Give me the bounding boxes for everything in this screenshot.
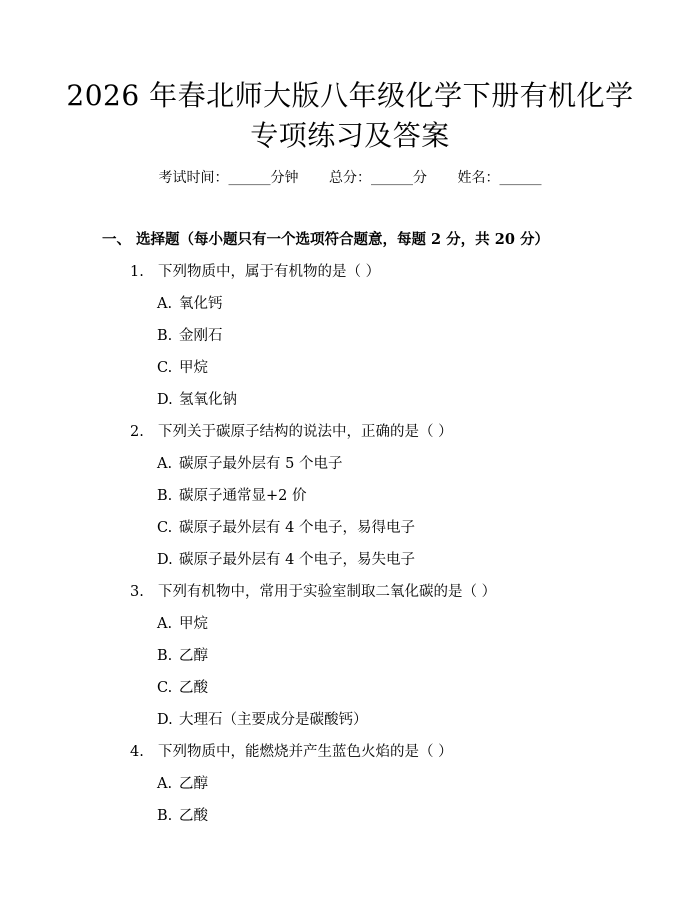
option-text: 氧化钙 [179, 296, 223, 312]
section-number: 一、 [102, 231, 131, 248]
option-label: A. [157, 776, 173, 792]
option-2c [157, 518, 415, 538]
option-4a [157, 774, 208, 794]
option-label: D. [157, 392, 173, 408]
option-label: D. [157, 552, 173, 568]
option-text: 乙酸 [179, 680, 208, 696]
option-text: 金刚石 [179, 328, 223, 344]
student-name-field: 姓名：______ [457, 170, 542, 186]
document-title-line2: 专项练习及答案 [250, 119, 450, 152]
document-title-line1: 2026 年春北师大版八年级化学下册有机化学 [66, 79, 634, 112]
total-score-field: 总分：______分 [329, 170, 427, 186]
option-text: 碳原子最外层有 5 个电子 [179, 456, 343, 472]
question-number: 3. [130, 584, 144, 600]
question-number: 4. [130, 744, 144, 760]
option-label: A. [157, 616, 173, 632]
option-label: C. [157, 680, 173, 696]
option-3c [157, 678, 208, 698]
option-label: A. [157, 296, 173, 312]
option-2b [157, 486, 306, 506]
question-4 [130, 742, 453, 762]
option-text: 碳原子最外层有 4 个电子，易失电子 [179, 552, 415, 568]
option-3b [157, 646, 208, 666]
option-text: 乙醇 [179, 776, 208, 792]
option-text: 大理石（主要成分是碳酸钙） [179, 712, 368, 728]
question-text: 下列关于碳原子结构的说法中，正确的是（ ） [158, 424, 453, 440]
question-number: 2. [130, 424, 144, 440]
question-number: 1. [130, 264, 144, 280]
question-1 [130, 262, 380, 282]
option-1c [157, 358, 208, 378]
question-text: 下列有机物中，常用于实验室制取二氧化碳的是（ ） [158, 584, 497, 600]
option-text: 甲烷 [179, 616, 208, 632]
option-label: B. [157, 648, 173, 664]
question-3 [130, 582, 496, 602]
question-text: 下列物质中，能燃烧并产生蓝色火焰的是（ ） [158, 744, 453, 760]
exam-time-field: 考试时间：______分钟 [158, 170, 299, 186]
option-2a [157, 454, 342, 474]
option-text: 氢氧化钠 [179, 392, 237, 408]
section-title: 选择题（每小题只有一个选项符合题意，每题 2 分，共 20 分） [136, 231, 549, 248]
option-label: A. [157, 456, 173, 472]
option-3a [157, 614, 208, 634]
option-3d [157, 710, 368, 730]
section-heading [102, 230, 549, 250]
option-label: D. [157, 712, 173, 728]
option-label: B. [157, 808, 173, 824]
option-2d [157, 550, 415, 570]
option-text: 碳原子最外层有 4 个电子，易得电子 [179, 520, 415, 536]
option-text: 碳原子通常显+2 价 [179, 488, 307, 504]
option-text: 乙酸 [179, 808, 208, 824]
option-label: B. [157, 328, 173, 344]
option-label: B. [157, 488, 173, 504]
option-1a [157, 294, 223, 314]
option-1b [157, 326, 223, 346]
option-label: C. [157, 520, 173, 536]
question-text: 下列物质中，属于有机物的是（ ） [158, 264, 381, 280]
option-text: 甲烷 [179, 360, 208, 376]
option-label: C. [157, 360, 173, 376]
option-4b [157, 806, 208, 826]
option-text: 乙醇 [179, 648, 208, 664]
option-1d [157, 390, 237, 410]
question-2 [130, 422, 453, 442]
exam-meta [0, 168, 700, 188]
